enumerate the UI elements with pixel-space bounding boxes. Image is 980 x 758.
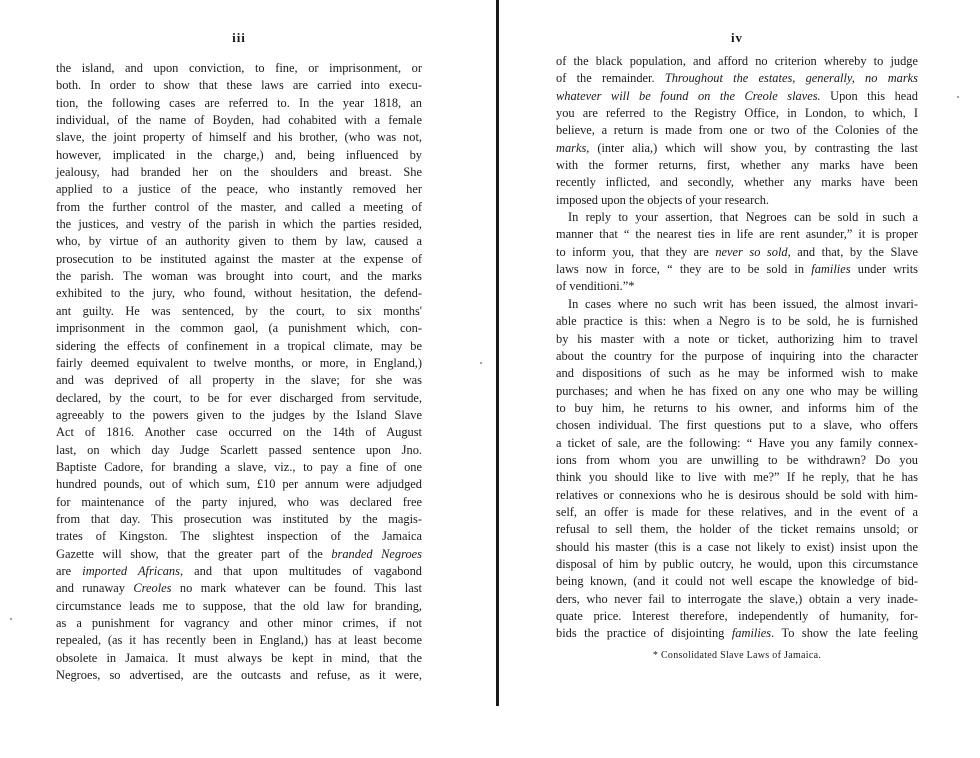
text-line: tion, the following cases are referred to. In the year 1818, an (56, 95, 422, 110)
text-line: of the black population, and afford no criterion whereby to judge (556, 54, 918, 68)
book-gutter (496, 0, 499, 706)
text-line: individual, of the name of Boyden, had cohabited with a female (56, 113, 422, 128)
text-line: marks, (inter alia,) which will show you, by contrasting the last (556, 140, 918, 155)
text-line: being known, (and it could not well escape the knowledge of bid- (556, 574, 918, 589)
text-line: manner that “ the nearest ties in life are rent asunder,” it is proper (556, 227, 918, 242)
text-line: and runaway Creoles no mark whatever can be found. This last (56, 581, 422, 596)
paper-speck (480, 362, 482, 364)
text-line: Act of 1816. Another case occurred on the 14th of August (56, 425, 422, 440)
text-line: to buy him, he returns to his owner, and informs him of the (556, 400, 918, 415)
paper-speck (10, 618, 12, 620)
text-line: chosen individual. The first questions put to a slave, who offers (556, 418, 918, 433)
text-line: exhibited to the jury, who found, without hesitation, the defend- (56, 286, 422, 301)
text-line: repealed, (as it has recently been in England,) has at least become (56, 633, 422, 648)
text-line: of the remainder. Throughout the estates, generally, no marks (556, 71, 918, 86)
text-line: both. In order to show that these laws are carried into execu- (56, 78, 422, 93)
footnote: * Consolidated Slave Laws of Jamaica. (652, 650, 822, 661)
text-line: about the country for the purpose of inquiring into the character (556, 348, 918, 363)
right-page-body (556, 53, 918, 643)
text-line: refusal to sell them, the holder of the ticket remains unsold; or (556, 522, 918, 537)
text-line: think you should like to live with me?” If he reply, that he has (556, 470, 918, 485)
text-line: bids the practice of disjointing families. To show the late feeling (556, 626, 918, 641)
text-line: disposal of him by public outcry, he would, upon this circumstance (556, 556, 918, 571)
text-line: sidering the effects of confinement in a tropical climate, may be (56, 338, 422, 353)
text-line: Gazette will show, that the greater part of the branded Negroes (56, 546, 422, 561)
text-line: you are referred to the Registry Office, in London, to which, I (556, 106, 918, 121)
text-line: believe, a return is made from one or two of the Colonies of the (556, 123, 918, 138)
text-line: ions from whom you are unwilling to be withdrawn? Do you (556, 452, 918, 467)
text-line: In reply to your assertion, that Negroes can be sold in such a (568, 210, 918, 225)
page-number-right: iv (730, 30, 744, 45)
text-line: obsolete in Jamaica. It must always be kept in mind, that the (56, 650, 422, 665)
text-line: ders, who never fail to interrogate the slave,) obtain a very inade- (556, 591, 918, 606)
text-line: fairly deemed equivalent to twelve months, or more, in England,) (56, 355, 422, 370)
text-line: declared, by the court, to be for ever discharged from servitude, (56, 390, 422, 405)
text-line: self, an offer is made for these relatives, and in the event of a (556, 504, 918, 519)
text-line: relatives or connexions who he is desirous should be sold with him- (556, 487, 918, 502)
text-line: the island, and upon conviction, to fine, or imprisonment, or (56, 61, 422, 75)
text-line: whatever will be found on the Creole slaves. Upon this head (556, 88, 918, 103)
text-line: recently inflicted, and secondly, whether any marks have been (556, 175, 918, 190)
text-line: slave, the joint property of himself and his brother, (who was not, (56, 130, 422, 145)
text-line: prosecution to be instituted against the master at the expense of (56, 251, 422, 266)
text-line: the parish. The woman was brought into court, and the marks (56, 269, 422, 284)
right-page (556, 0, 918, 758)
text-line: Negroes, so advertised, are the outcasts and refuse, as it were, (56, 668, 422, 683)
text-line: by his master with a note or ticket, authorizing him to travel (556, 331, 918, 346)
text-line: applied to a justice of the peace, who instantly removed her (56, 182, 422, 197)
text-line: jealousy, had branded her on the shoulders and breast. She (56, 165, 422, 180)
page-number-left: iii (232, 30, 246, 45)
text-line: purchases; and when he has fixed on any one who may be willing (556, 383, 918, 398)
text-line: the justices, and vestry of the parish in which the parties resided, (56, 217, 422, 232)
paper-speck (957, 96, 959, 98)
text-line: and dispositions of such as he may be informed wish to make (556, 366, 918, 381)
text-line: and was deprived of all property in the slave; for she was (56, 373, 422, 388)
text-line: agreeably to the powers given to the judges by the Island Slave (56, 407, 422, 422)
text-line: who, by virtue of an authority given to them by law, caused a (56, 234, 422, 249)
left-page-body (56, 60, 422, 684)
text-line: with the former returns, first, whether any marks have been (556, 158, 918, 173)
text-line: imposed upon the objects of your research. (556, 192, 769, 207)
text-line: last, on which day Judge Scarlett passed sentence upon Jno. (56, 442, 422, 457)
text-line: however, implicated in the charge,) and, being influenced by (56, 147, 422, 162)
text-line: In cases where no such writ has been issued, the almost invari- (568, 296, 918, 311)
text-line: circumstance leads me to suppose, that the old law for branding, (56, 598, 422, 613)
text-line: from that day. This prosecution was instituted by the magis- (56, 511, 422, 526)
text-line: Baptiste Cadore, for branding a slave, viz., to pay a fine of one (56, 459, 422, 474)
text-line: to inform you, that they are never so sold, and that, by the Slave (556, 244, 918, 259)
text-line: should his master (this is a case not likely to exist) insist upon the (556, 539, 918, 554)
text-line: able practice is this: when a Negro is to be sold, he is furnished (556, 314, 918, 329)
left-page (56, 0, 422, 758)
text-line: as a punishment for vagrancy and other minor crimes, if not (56, 616, 422, 630)
text-line: for maintenance of the party injured, who was declared free (56, 494, 422, 509)
text-line: ant guilty. He was sentenced, by the court, to six months' (56, 303, 422, 318)
text-line: are imported Africans, and that upon multitudes of vagabond (56, 563, 422, 578)
text-line: hundred pounds, out of which sum, £10 per annum were adjudged (56, 477, 422, 492)
text-line: trates of Kingston. The slightest inspection of the Jamaica (56, 529, 422, 544)
text-line: quate price. Interest therefore, independently of humanity, for- (556, 609, 918, 623)
text-line: imprisonment in the common gaol, (a punishment which, con- (56, 321, 422, 336)
text-line: from the further control of the master, and called a meeting of (56, 199, 422, 214)
text-line: of venditioni.”* (556, 279, 635, 294)
text-line: a ticket of sale, are the following: “ Have you any family connex- (556, 435, 918, 450)
text-line: laws now in force, “ they are to be sold in families under writs (556, 262, 918, 277)
